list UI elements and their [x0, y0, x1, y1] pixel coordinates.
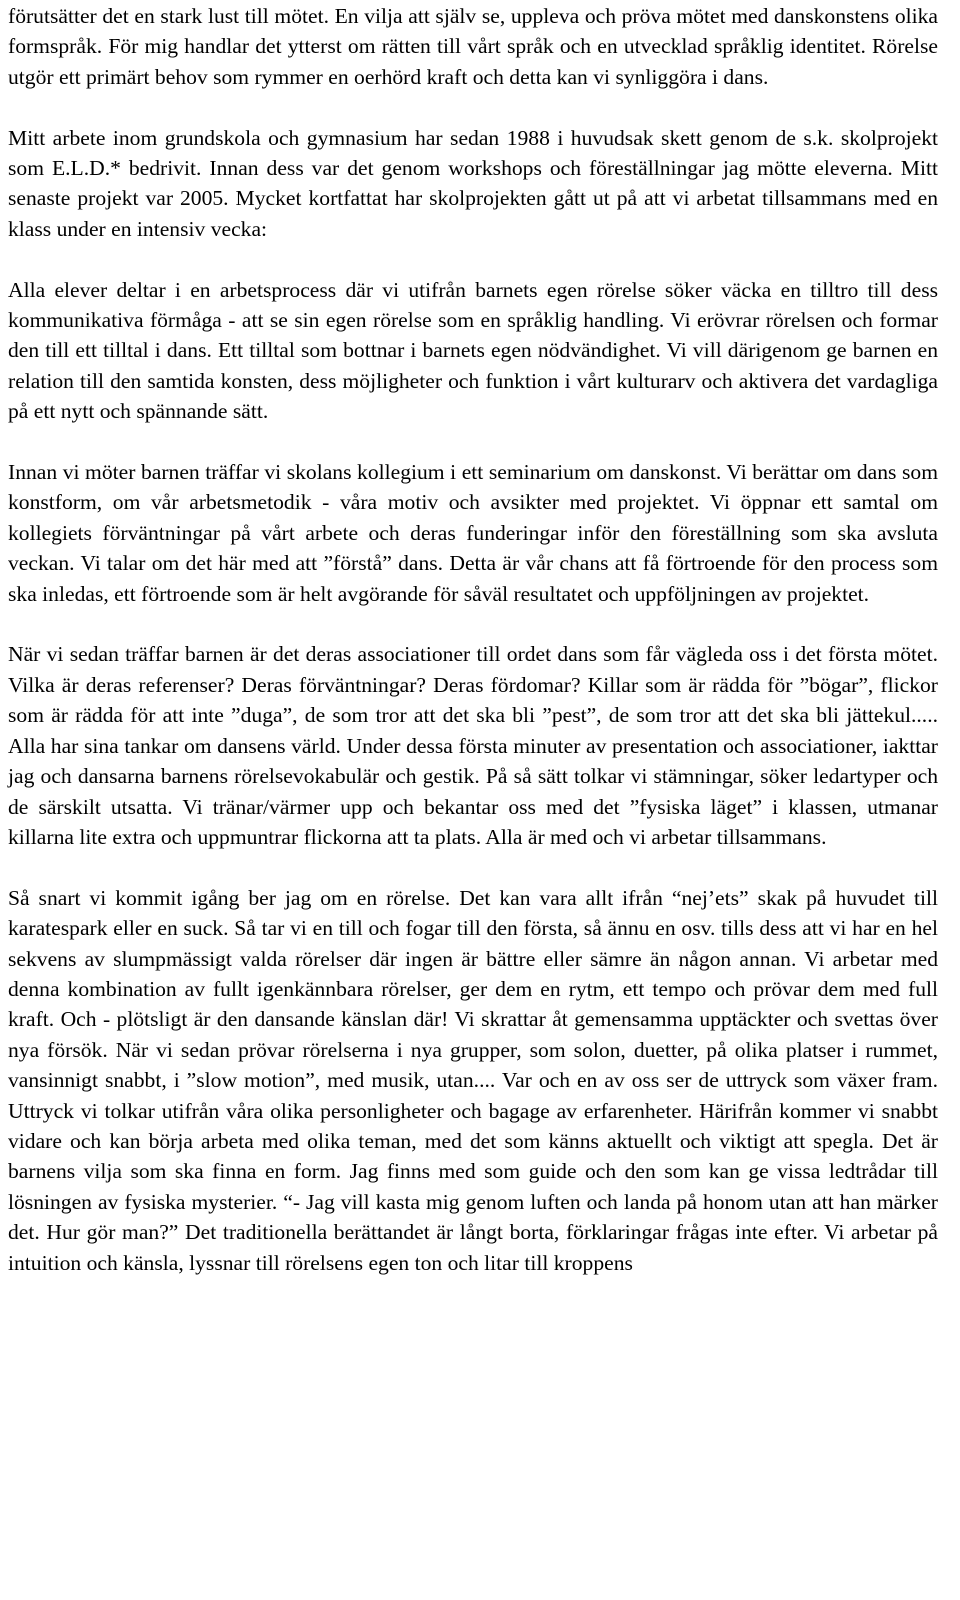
paragraph-movement-sequence: Så snart vi kommit igång ber jag om en rörelse. Det kan vara allt ifrån “nej’ets” skak på huvudet till karatespark eller en suck. Så tar vi en till och fogar till den första, så ännu en osv. tills dess att vi har en hel sekvens av slumpmässigt valda rörelser där ingen är bättre eller sämre än någon annan. Vi arbetar med denna kombination av fullt igenkännbara rörelser, ger dem en rytm, ett tempo och prövar dem med full kraft. Och - plötsligt är den dansande känslan där! Vi skrattar åt gemensamma upptäckter och svettas över nya försök. När vi sedan prövar rörelserna i nya grupper, som solon, duetter, på olika platser i rummet, vansinnigt snabbt, i ”slow motion”, med musik, utan.... Var och en av oss ser de uttryck som växer fram. Uttryck vi tolkar utifrån våra olika personligheter och bagage av erfarenheter. Härifrån kommer vi snabbt vidare och kan börja arbeta med olika teman, med det som känns aktuellt och viktigt att spegla. Det är barnens vilja som ska finna en form. Jag finns med som guide och den som kan ge vissa ledtrådar till lösningen av fysiska mysterier. “- Jag vill kasta mig genom luften och landa på honom utan att han märker det. Hur gör man?” Det traditionella berättandet är långt borta, förklaringar frågas inte efter. Vi arbetar på intuition och känsla, lyssnar till rörelsens egen ton och litar till kroppens	[8, 885, 938, 1275]
paragraph-intro-continuation: förutsätter det en stark lust till mötet. En vilja att själv se, uppleva och pröva mötet med danskonstens olika formspråk. För mig handlar det ytterst om rätten till vårt språk och en utvecklad språklig identitet. Rörelse utgör ett primärt behov som rymmer en oerhörd kraft och detta kan vi synliggöra i dans.	[8, 4, 938, 89]
paragraph-work-process: Alla elever deltar i en arbetsprocess där vi utifrån barnets egen rörelse söker väcka en tilltro till dess kommunikativa förmåga - att se sin egen rörelse som en språklig handling. Vi erövrar rörelsen och formar den till ett tilltal i dans. Ett tilltal som bottnar i barnets egen nödvändighet. Vi vill därigenom ge barnen en relation till den samtida konsten, dess möjligheter och funktion i vårt kulturarv och aktivera det vardagliga på ett nytt och spännande sätt.	[8, 277, 938, 424]
paragraph-school-work: Mitt arbete inom grundskola och gymnasium har sedan 1988 i huvudsak skett genom de s.k. skolprojekt som E.L.D.* bedrivit. Innan dess var det genom workshops och föreställningar jag mötte eleverna. Mitt senaste projekt var 2005. Mycket kortfattat har skolprojekten gått ut på att vi arbetat tillsammans med en klass under en intensiv vecka:	[8, 125, 938, 241]
paragraph-meeting-children: När vi sedan träffar barnen är det deras associationer till ordet dans som får vägleda oss i det första mötet. Vilka är deras referenser? Deras förväntningar? Deras fördomar? Killar som är rädda för ”bögar”, flickor som är rädda för att inte ”duga”, de som tror att det ska bli ”pest”, de som tror att det ska bli jättekul..... Alla har sina tankar om dansens värld. Under dessa första minuter av presentation och associationer, iakttar jag och dansarna barnens rörelsevokabulär och gestik. På så sätt tolkar vi stämningar, söker ledartyper och de särskilt utsatta. Vi tränar/värmer upp och bekantar oss med det ”fysiska läget” i klassen, utmanar killarna lite extra och uppmuntrar flickorna att ta plats. Alla är med och vi arbetar tillsammans.	[8, 642, 938, 849]
paragraph-staff-seminar: Innan vi möter barnen träffar vi skolans kollegium i ett seminarium om danskonst. Vi berättar om dans som konstform, om vår arbetsmetodik - våra motiv och avsikter med projektet. Vi öppnar ett samtal om kollegiets förväntningar på vårt arbete och deras funderingar inför den föreställning som ska avsluta veckan. Vi talar om det här med att ”förstå” dans. Detta är vår chans att få förtroende för den process som ska inledas, ett förtroende som är helt avgörande för såväl resultatet och uppföljningen av projektet.	[8, 460, 938, 606]
